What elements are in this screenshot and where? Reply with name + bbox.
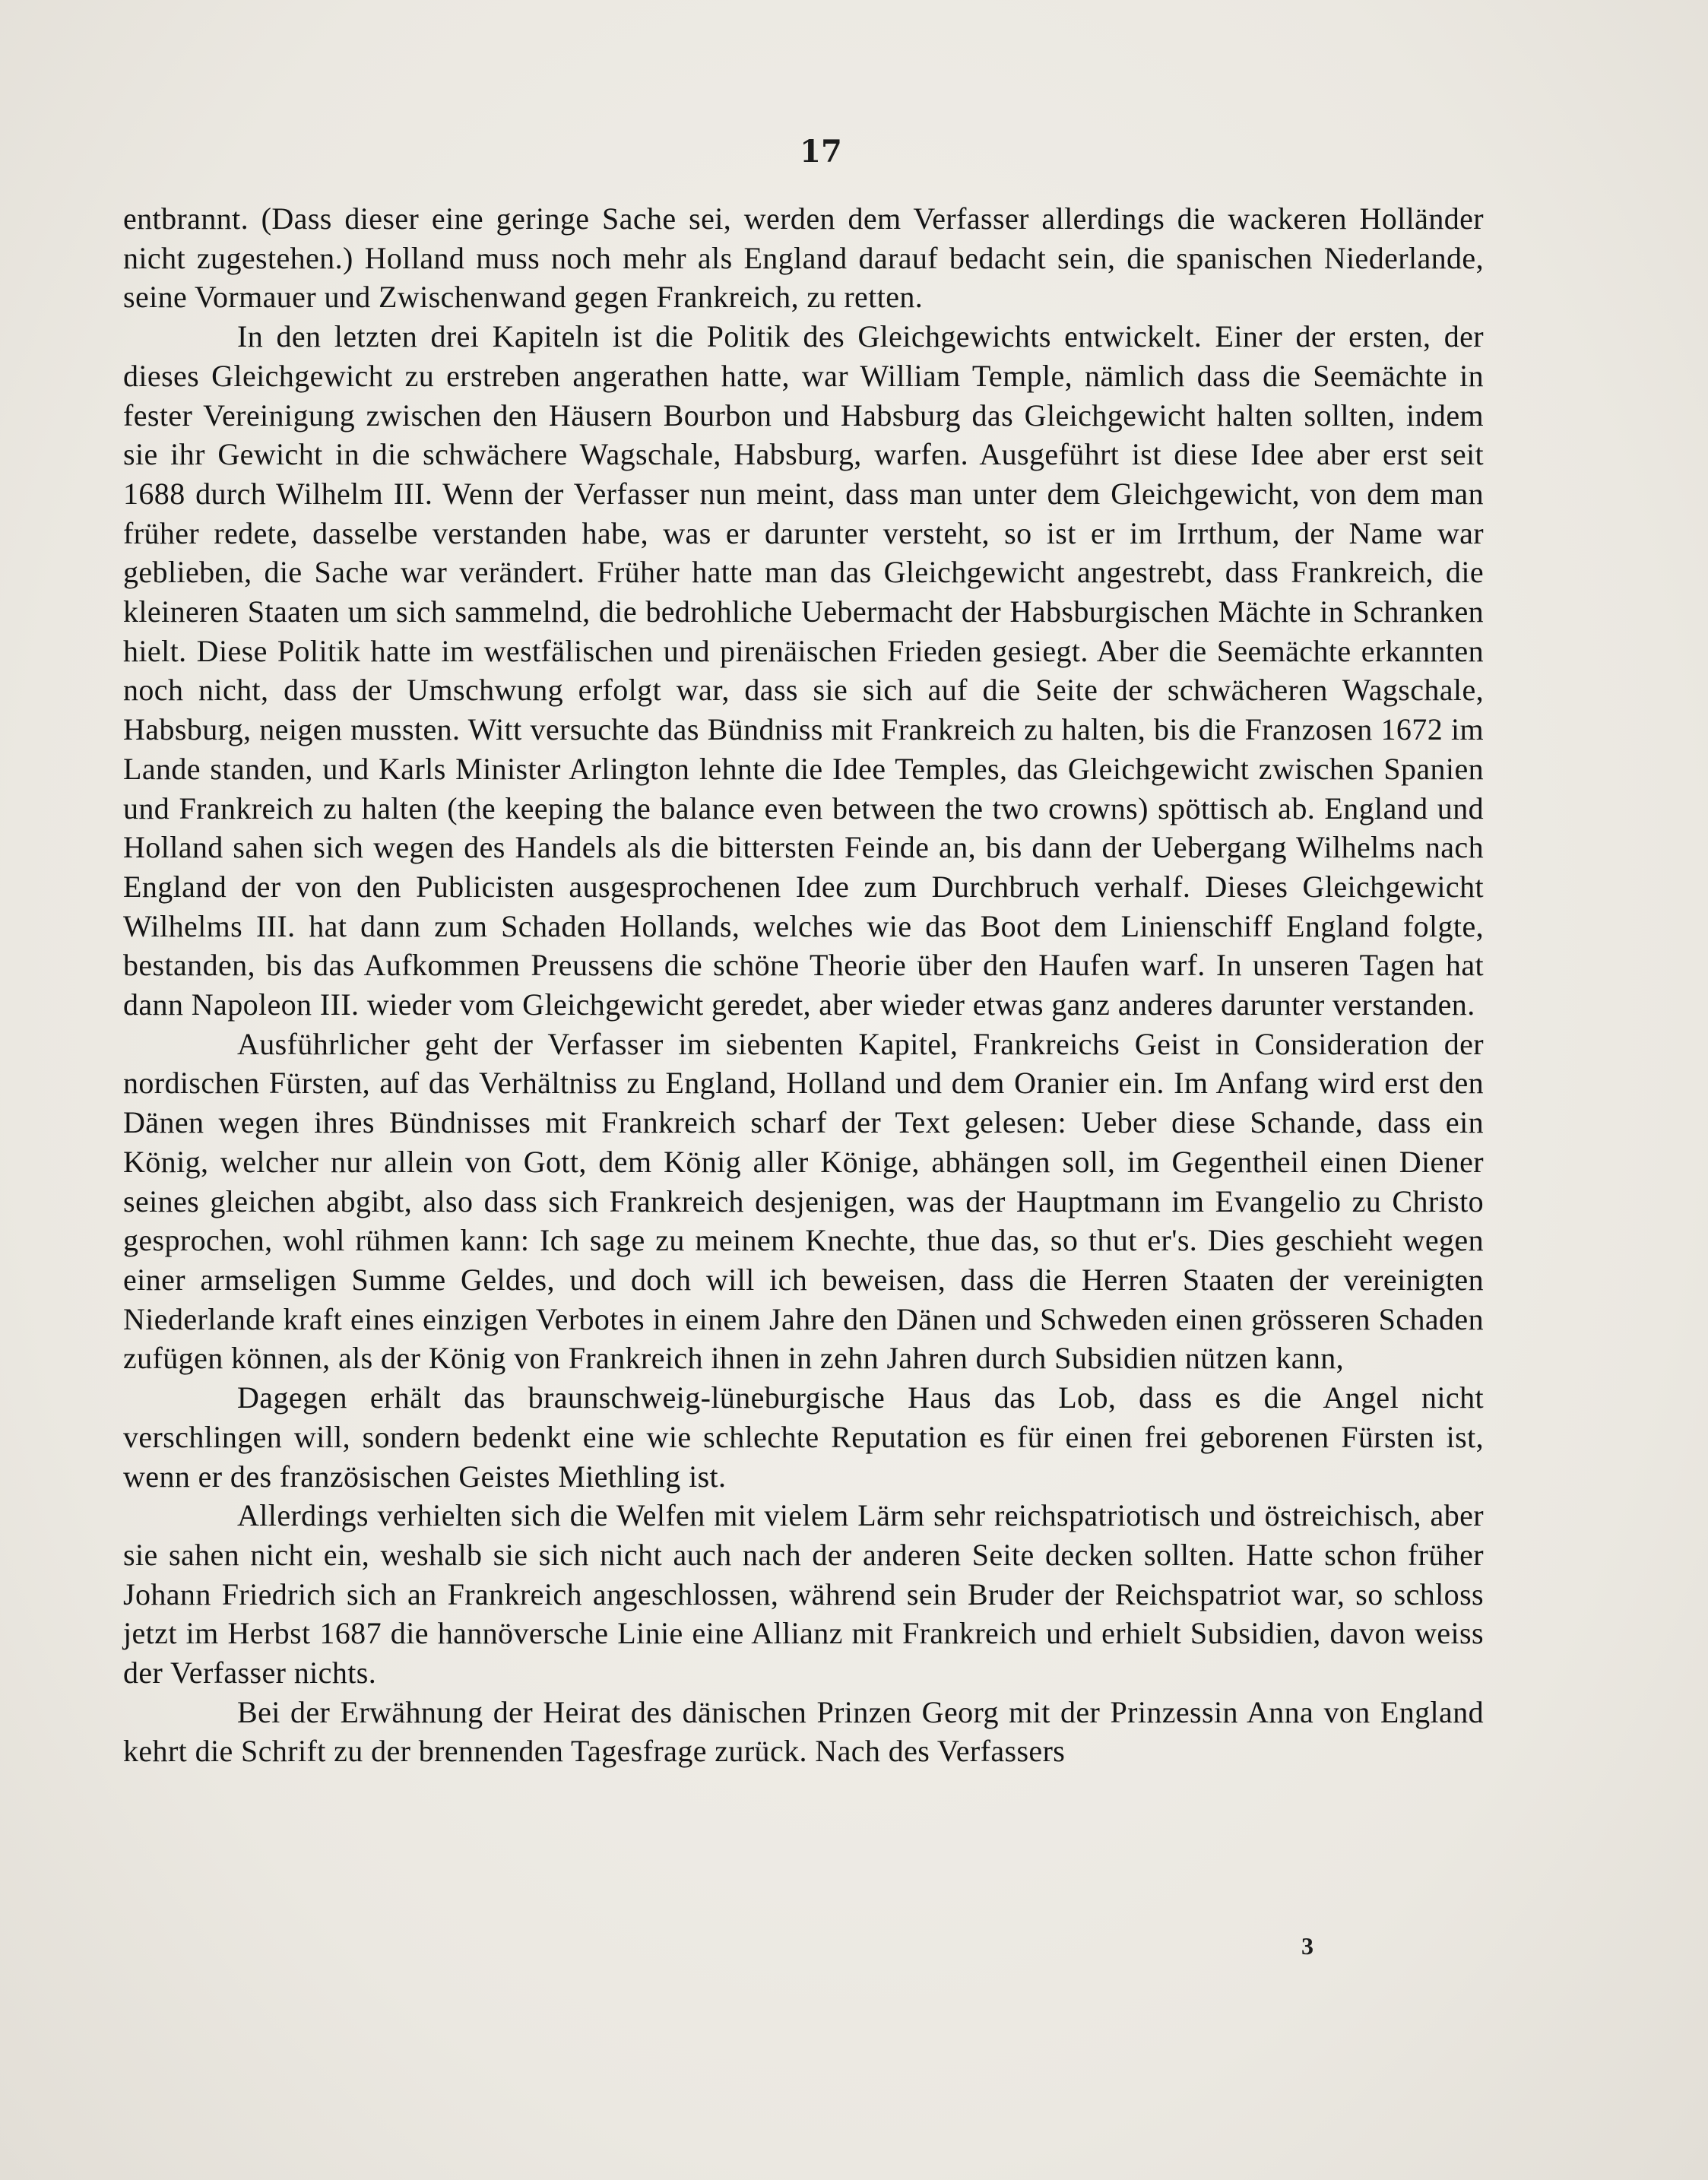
- paragraph-2: In den letzten drei Kapiteln ist die Politik des Gleichgewichts entwickelt. Einer der ersten, der dieses Gleichgewicht zu erstreben angerathen hatte, war William Temple, nämlich dass die Seemächte in fester Vereinigung zwischen den Häusern Bourbon und Habsburg das Gleichgewicht halten sollten, indem sie ihr Gewicht in die schwächere Wagschale, Habsburg, warfen. Ausgeführt ist diese Idee aber erst seit 1688 durch Wilhelm III. Wenn der Verfasser nun meint, dass man unter dem Gleichgewicht, von dem man früher redete, dasselbe verstanden habe, was er darunter versteht, so ist er im Irrthum, der Name war geblieben, die Sache war verändert. Früher hatte man das Gleichgewicht angestrebt, dass Frankreich, die kleineren Staaten um sich sammelnd, die bedrohliche Uebermacht der Habsburgischen Mächte in Schranken hielt. Diese Politik hatte im westfälischen und pirenäischen Frieden gesiegt. Aber die Seemächte erkannten noch nicht, dass der Umschwung erfolgt war, dass sie sich auf die Seite der schwächeren Wagschale, Habsburg, neigen mussten. Witt versuchte das Bündniss mit Frankreich zu halten, bis die Franzosen 1672 im Lande standen, und Karls Minister Arlington lehnte die Idee Temples, das Gleichgewicht zwischen Spanien und Frankreich zu halten (the keeping the balance even between the two crowns) spöttisch ab. England und Holland sahen sich wegen des Handels als die bittersten Feinde an, bis dann der Uebergang Wilhelms nach England der von den Publicisten ausgesprochenen Idee zum Durchbruch verhalf. Dieses Gleichgewicht Wilhelms III. hat dann zum Schaden Hollands, welches wie das Boot dem Linienschiff England folgte, bestanden, bis das Aufkommen Preussens die schöne Theorie über den Haufen warf. In unseren Tagen hat dann Napoleon III. wieder vom Gleichgewicht geredet, aber wieder etwas ganz anderes darunter verstanden.: [123, 319, 1484, 1022]
- signature-mark: 3: [1301, 1932, 1313, 1960]
- body-text: [123, 199, 1484, 1771]
- paragraph-4: Dagegen erhält das braunschweig-lüneburgische Haus das Lob, dass es die Angel nicht verschlingen will, sondern bedenkt eine wie schlechte Reputation es für einen frei geborenen Fürsten ist, wenn er des französischen Geistes Miethling ist.: [123, 1380, 1484, 1494]
- paragraph-1: entbrannt. (Dass dieser eine geringe Sache sei, werden dem Verfasser allerdings die wackeren Holländer nicht zugestehen.) Holland muss noch mehr als England darauf bedacht sein, die spanischen Niederlande, seine Vormauer und Zwischenwand gegen Frankreich, zu retten.: [123, 201, 1484, 315]
- paragraph-6: Bei der Erwähnung der Heirat des dänischen Prinzen Georg mit der Prinzessin Anna von England kehrt die Schrift zu der brennenden Tagesfrage zurück. Nach des Verfassers: [123, 1694, 1484, 1769]
- page-number: 17: [800, 134, 842, 170]
- paragraph-3: Ausführlicher geht der Verfasser im siebenten Kapitel, Frankreichs Geist in Consideration der nordischen Fürsten, auf das Verhältniss zu England, Holland und dem Oranier ein. Im Anfang wird erst den Dänen wegen ihres Bündnisses mit Frankreich scharf der Text gelesen: Ueber diese Schande, dass ein König, welcher nur allein von Gott, dem König aller Könige, abhängen soll, im Gegentheil einen Diener seines gleichen abgibt, also dass sich Frankreich desjenigen, was der Hauptmann im Evangelio zu Christo gesprochen, wohl rühmen kann: Ich sage zu meinem Knechte, thue das, so thut er's. Dies geschieht wegen einer armseligen Summe Geldes, und doch will ich beweisen, dass die Herren Staaten der vereinigten Niederlande kraft eines einzigen Verbotes in einem Jahre den Dänen und Schweden einen grösseren Schaden zufügen können, als der König von Frankreich ihnen in zehn Jahren durch Subsidien nützen kann,: [123, 1026, 1484, 1376]
- paragraph-5: Allerdings verhielten sich die Welfen mit vielem Lärm sehr reichspatriotisch und östreichisch, aber sie sahen nicht ein, weshalb sie sich nicht auch nach der anderen Seite decken sollten. Hatte schon früher Johann Friedrich sich an Frankreich angeschlossen, während sein Bruder der Reichspatriot war, so schloss jetzt im Herbst 1687 die hannöversche Linie eine Allianz mit Frankreich und erhielt Subsidien, davon weiss der Verfasser nichts.: [123, 1498, 1484, 1690]
